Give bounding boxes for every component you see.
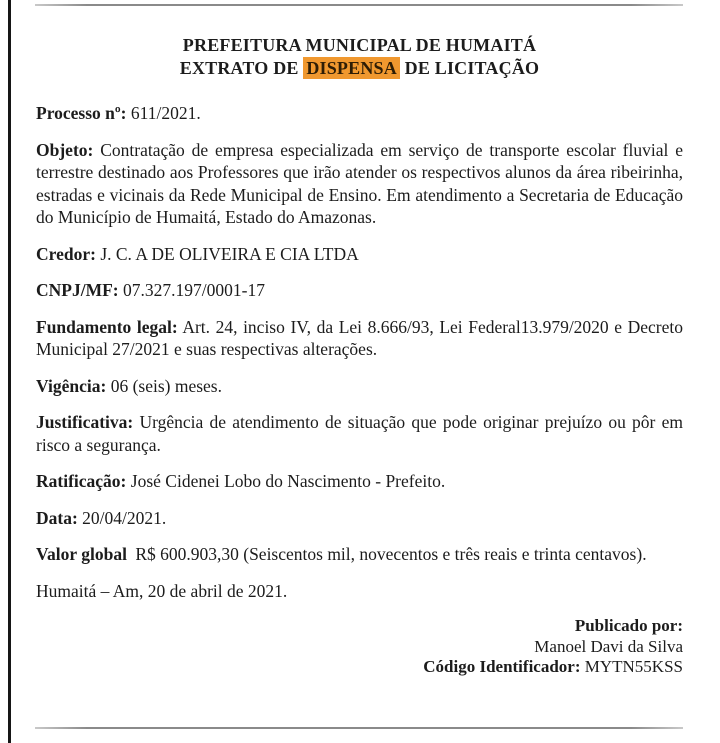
identifier-value: MYTN55KSS [584,657,683,676]
field-processo [36,102,683,125]
title-line-2-suffix: DE LICITAÇÃO [404,58,540,78]
field-justificativa-label: Justificativa: [36,412,134,432]
field-credor [36,243,683,266]
field-fundamento-legal [36,316,683,361]
field-valor-global-label: Valor global [36,544,127,564]
field-valor-global [36,543,683,566]
field-cnpj-label: CNPJ/MF: [36,280,119,300]
field-credor-label: Credor: [36,243,96,264]
title-line-2-prefix: EXTRATO DE [179,58,299,78]
field-fundamento-legal-text: Art. 24, inciso IV, da Lei 8.666/93, Lei Federal13.979/2020 e Decreto Municipal 27/2021 e suas respectivas alterações. [36,316,683,359]
field-vigencia [36,375,683,398]
field-processo-label: Processo nº: [36,103,127,123]
field-ratificacao-label: Ratificação: [36,471,127,491]
field-justificativa-text: Urgência de atendimento de situação que pode originar prejuízo ou pôr em risco a segurança. [36,412,683,455]
identifier-line [36,657,683,678]
field-objeto-label: Objeto: [36,139,94,160]
field-valor-global-text: R$ 600.903,30 (Seiscentos mil, novecentos e três reais e trinta centavos). [135,544,647,564]
field-vigencia-text: 06 (seis) meses. [110,375,222,396]
field-objeto [36,139,683,229]
field-objeto-text: Contratação de empresa especializada em serviço de transporte escolar fluvial e terrestre destinado aos Professores que irão atender os respectivos alunos da área ribeirinha, estradas e vicinais da Rede Municipal de Ensino. Em atendimento a Secretaria de Educação do Município de Humaitá, Estado do Amazonas. [36,139,683,227]
title-line-2 [180,57,539,79]
field-data-text: 20/04/2021. [82,507,167,528]
field-cnpj-text: 07.327.197/0001-17 [123,280,265,300]
field-justificativa [36,411,683,456]
bottom-divider [35,727,683,729]
field-fundamento-legal-label: Fundamento legal: [36,316,178,337]
published-by-name: Manoel Davi da Silva [534,636,683,656]
field-data [36,507,683,530]
dispensa-highlight: DISPENSA [303,57,400,79]
document-title [36,34,683,80]
field-vigencia-label: Vigência: [36,375,107,396]
identifier-label: Código Identificador: [423,657,581,676]
left-page-border [8,0,11,743]
field-cnpj [36,279,683,302]
document-content [36,0,683,678]
published-by-label: Publicado por: [574,616,683,635]
field-credor-text: J. C. A DE OLIVEIRA E CIA LTDA [100,243,359,264]
closing-line: Humaitá – Am, 20 de abril de 2021. [36,580,288,601]
publication-footer [36,616,683,678]
field-ratificacao-text: José Cidenei Lobo do Nascimento - Prefeito. [130,471,446,491]
title-line-1: PREFEITURA MUNICIPAL DE HUMAITÁ [182,35,537,55]
field-processo-text: 611/2021. [130,103,201,123]
field-ratificacao [36,470,683,493]
field-data-label: Data: [36,507,78,528]
